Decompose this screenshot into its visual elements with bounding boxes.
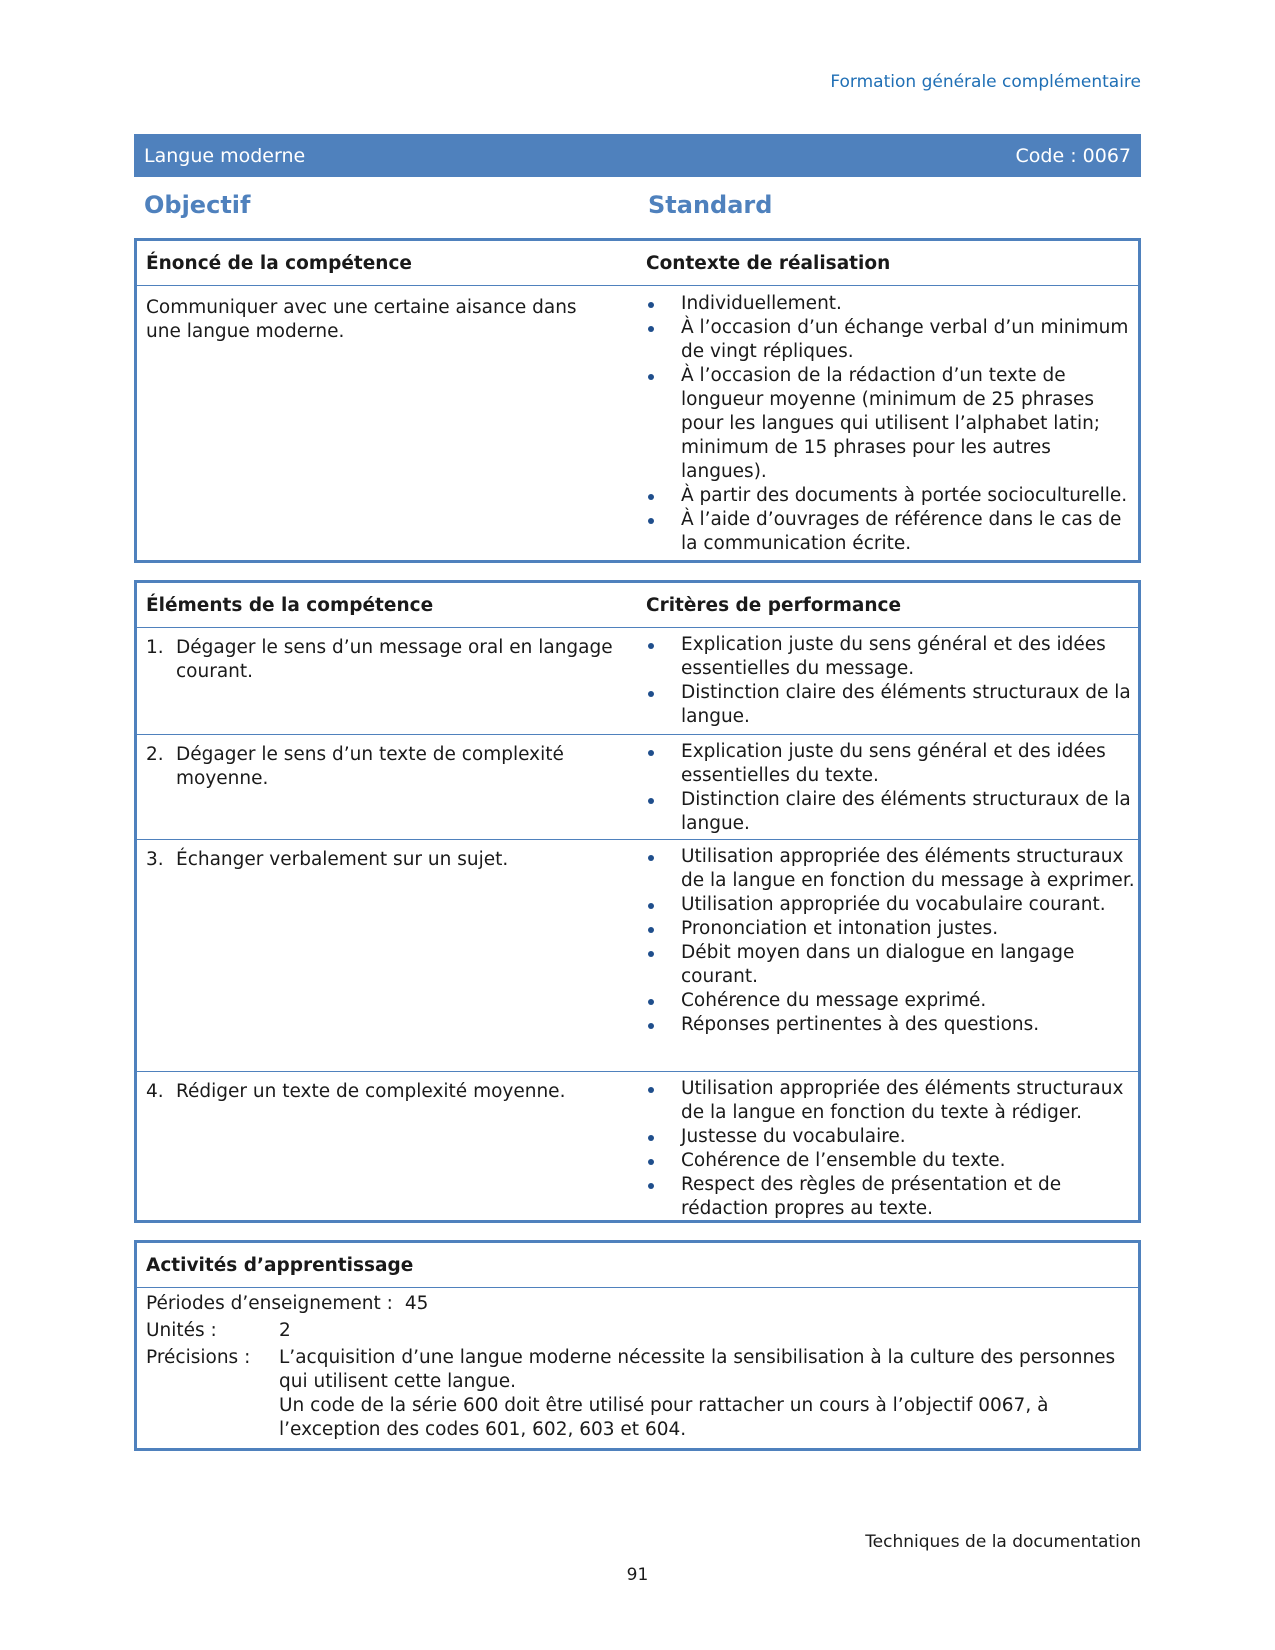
competence-table <box>134 238 1141 563</box>
page-number: 91 <box>626 1565 649 1585</box>
element-text: Rédiger un texte de complexité moyenne. <box>176 1081 566 1102</box>
precision-text: Un code de la série 600 doit être utilisé pour rattacher un cours à l’objectif 0067, à l’exception des codes 601, 602, 603 et 604. <box>279 1395 1049 1440</box>
criterion-item: Distinction claire des éléments structuraux de la langue. <box>646 681 1138 729</box>
header-criteres: Critères de performance <box>646 594 902 616</box>
criterion-item: Explication juste du sens général et des idées essentielles du texte. <box>646 740 1138 788</box>
periodes-line <box>137 1290 1138 1317</box>
competence-header <box>137 241 1138 286</box>
page-header: Formation générale complémentaire <box>830 72 1141 92</box>
context-item: À partir des documents à portée socioculturelle. <box>646 484 1138 508</box>
element-text: Dégager le sens d’un message oral en langage courant. <box>176 637 613 682</box>
standard-title: Standard <box>648 191 773 219</box>
context-item: À l’occasion de la rédaction d’un texte de longueur moyenne (minimum de 25 phrases pour les langues qui utilisent l’alphabet latin; minimum de 15 phrases pour les autres langues). <box>646 364 1138 484</box>
element-row: 1. Dégager le sens d’un message oral en langage courant. Explication juste du sens général et des idées essentielles du message. Distinction claire des éléments structuraux de la langue. <box>137 628 1138 734</box>
header-elements: Éléments de la compétence <box>146 594 434 616</box>
criterion-item: Utilisation appropriée des éléments structuraux de la langue en fonction du message à exprimer. <box>646 845 1138 893</box>
context-item: À l’aide d’ouvrages de référence dans le cas de la communication écrite. <box>646 508 1138 556</box>
context-list <box>646 292 1138 556</box>
criterion-item: Réponses pertinentes à des questions. <box>646 1013 1138 1037</box>
context-item: Individuellement. <box>646 292 1138 316</box>
elements-table <box>134 580 1141 1223</box>
criterion-item: Débit moyen dans un dialogue en langage courant. <box>646 941 1138 989</box>
unites-line <box>137 1317 1138 1344</box>
precisions-label: Précisions : <box>146 1347 251 1368</box>
course-code: Code : 0067 <box>1015 144 1131 167</box>
precisions-line <box>137 1344 1138 1442</box>
precision-text: L’acquisition d’une langue moderne nécessite la sensibilisation à la culture des personnes qui utilisent cette langue. <box>279 1347 1116 1392</box>
criterion-item: Distinction claire des éléments structuraux de la langue. <box>646 788 1138 836</box>
element-row: 3. Échanger verbalement sur un sujet. Utilisation appropriée des éléments structuraux de la langue en fonction du message à exprimer. Utilisation appropriée du vocabulaire courant. Prononciation et intonation justes. Débit moyen dans un dialogue en langage courant. Cohérence du message exprimé. Réponses pertinentes à des questions. <box>137 839 1138 1071</box>
course-banner <box>134 134 1141 177</box>
competence-statement: Communiquer avec une certaine aisance dans une langue moderne. <box>146 297 577 342</box>
criterion-item: Utilisation appropriée du vocabulaire courant. <box>646 893 1138 917</box>
criterion-item: Justesse du vocabulaire. <box>646 1125 1138 1149</box>
context-item: À l’occasion d’un échange verbal d’un minimum de vingt répliques. <box>646 316 1138 364</box>
criterion-item: Explication juste du sens général et des idées essentielles du message. <box>646 633 1138 681</box>
elements-header <box>137 583 1138 628</box>
objectif-title: Objectif <box>144 191 251 219</box>
element-row: 2. Dégager le sens d’un texte de complexité moyenne. Explication juste du sens général et des idées essentielles du texte. Distinction claire des éléments structuraux de la langue. <box>137 734 1138 839</box>
header-enonce: Énoncé de la compétence <box>146 252 412 274</box>
criterion-item: Cohérence du message exprimé. <box>646 989 1138 1013</box>
footer-program: Techniques de la documentation <box>865 1532 1141 1552</box>
activities-table <box>134 1240 1141 1451</box>
criterion-item: Utilisation appropriée des éléments structuraux de la langue en fonction du texte à rédiger. <box>646 1077 1138 1125</box>
criterion-item: Respect des règles de présentation et de rédaction propres au texte. <box>646 1173 1138 1221</box>
periodes-label: Périodes d’enseignement : <box>146 1293 393 1314</box>
element-text: Échanger verbalement sur un sujet. <box>176 849 509 870</box>
criterion-item: Cohérence de l’ensemble du texte. <box>646 1149 1138 1173</box>
header-contexte: Contexte de réalisation <box>646 252 891 274</box>
element-row: 4. Rédiger un texte de complexité moyenne. Utilisation appropriée des éléments structuraux de la langue en fonction du texte à rédiger. Justesse du vocabulaire. Cohérence de l’ensemble du texte. Respect des règles de présentation et de rédaction propres au texte. <box>137 1071 1138 1221</box>
periodes-value: 45 <box>404 1293 429 1314</box>
course-title: Langue moderne <box>144 144 306 167</box>
unites-value: 2 <box>279 1320 291 1341</box>
activities-header: Activités d’apprentissage <box>137 1243 1138 1288</box>
section-titles <box>144 191 1141 221</box>
element-text: Dégager le sens d’un texte de complexité moyenne. <box>176 744 564 789</box>
unites-label: Unités : <box>146 1320 217 1341</box>
criterion-item: Prononciation et intonation justes. <box>646 917 1138 941</box>
